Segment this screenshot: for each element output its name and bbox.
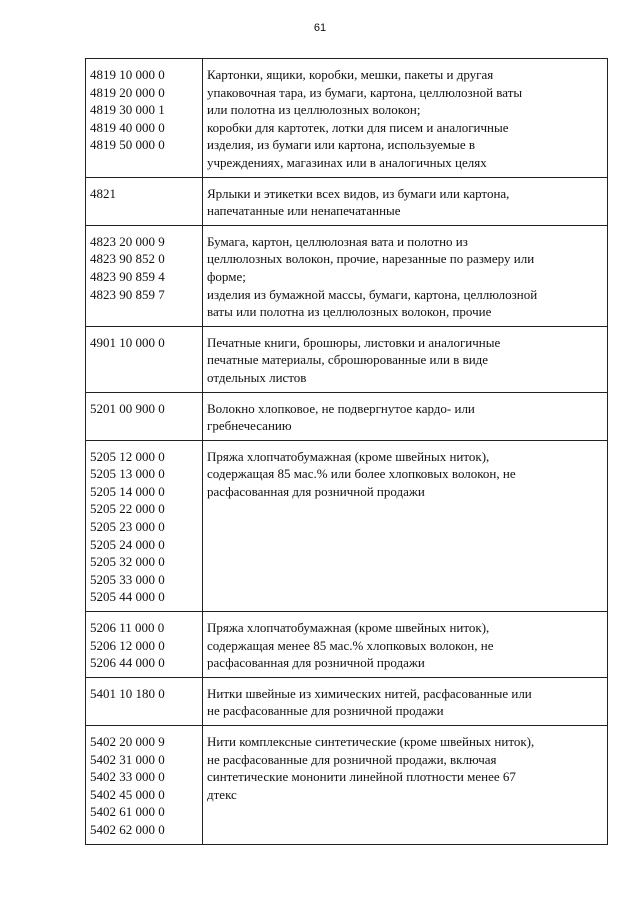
code-cell (86, 677, 203, 725)
goods-description: Пряжа хлопчатобумажная (кроме швейных ниток), содержащая менее 85 мас.% хлопковых волокон, не расфасованная для розничной продажи (207, 620, 494, 671)
table-row (86, 326, 608, 392)
tariff-code: 5205 24 000 0 (90, 536, 165, 552)
goods-description: Нити комплексные синтетические (кроме швейных ниток), не расфасованные для розничной продажи, включая синтетические мононити линейной плотности менее 67 дтекс (207, 734, 535, 802)
tariff-code: 5205 23 000 0 (90, 519, 165, 535)
tariff-code: 5205 13 000 0 (90, 466, 165, 482)
goods-description: Печатные книги, брошюры, листовки и аналогичные печатные материалы, сброшюрованные или в виде отдельных листов (207, 334, 501, 385)
table-body (86, 59, 608, 845)
tariff-code: 4823 90 852 0 (90, 251, 165, 267)
tariff-code: 5401 10 180 0 (90, 685, 165, 701)
tariff-code: 5205 22 000 0 (90, 501, 165, 517)
tariff-code: 5201 00 900 0 (90, 400, 165, 416)
table-row (86, 612, 608, 678)
description-cell (203, 612, 608, 678)
description-cell (203, 225, 608, 326)
goods-description: Нитки швейные из химических нитей, расфасованные или не расфасованные для розничной продажи (207, 685, 532, 719)
tariff-code: 4819 30 000 1 (90, 102, 165, 118)
code-cell (86, 225, 203, 326)
tariff-code: 5206 11 000 0 (90, 620, 165, 636)
code-cell (86, 392, 203, 440)
tariff-code: 4901 10 000 0 (90, 334, 165, 350)
code-cell (86, 612, 203, 678)
description-cell (203, 726, 608, 845)
description-cell (203, 326, 608, 392)
code-cell (86, 440, 203, 611)
tariff-code: 5205 32 000 0 (90, 554, 165, 570)
table-row (86, 440, 608, 611)
goods-description: Ярлыки и этикетки всех видов, из бумаги или картона, напечатанные или ненапечатанные (207, 185, 510, 219)
description-cell (203, 440, 608, 611)
goods-description: Пряжа хлопчатобумажная (кроме швейных ниток), содержащая 85 мас.% или более хлопковых волокон, не расфасованная для розничной продажи (207, 448, 516, 499)
description-cell (203, 177, 608, 225)
tariff-code: 5205 33 000 0 (90, 571, 165, 587)
tariff-code: 5205 12 000 0 (90, 448, 165, 464)
tariff-code: 4819 50 000 0 (90, 137, 165, 153)
table-row (86, 726, 608, 845)
description-cell (203, 59, 608, 178)
tariff-code: 5402 62 000 0 (90, 821, 165, 837)
tariff-code: 5205 44 000 0 (90, 589, 165, 605)
tariff-code: 5402 20 000 9 (90, 734, 165, 749)
tariff-codes-table (85, 58, 608, 845)
tariff-code: 5402 61 000 0 (90, 804, 165, 820)
tariff-code: 5205 14 000 0 (90, 483, 165, 499)
tariff-code: 4823 90 859 4 (90, 268, 165, 284)
tariff-code: 5402 33 000 0 (90, 769, 165, 785)
description-cell (203, 392, 608, 440)
table-row (86, 177, 608, 225)
goods-description: Картонки, ящики, коробки, мешки, пакеты и другая упаковочная тара, из бумаги, картона, целлюлозной ваты или полотна из целлюлозных волокон; коробки для картотек, лотки для писем и аналогичные изделия, из бумаги или картона, используемые в учреждениях, магазинах или в аналогичных целях (207, 67, 523, 170)
tariff-code: 5402 45 000 0 (90, 786, 165, 802)
page-number: 61 (313, 22, 327, 34)
tariff-code: 4823 90 859 7 (90, 286, 165, 302)
table-row (86, 392, 608, 440)
tariff-code: 4819 10 000 0 (90, 67, 165, 82)
table-row (86, 225, 608, 326)
code-cell (86, 726, 203, 845)
code-cell (86, 177, 203, 225)
tariff-code: 5206 12 000 0 (90, 637, 165, 653)
tariff-code: 5206 44 000 0 (90, 655, 165, 671)
code-cell (86, 59, 203, 178)
tariff-code: 4819 20 000 0 (90, 84, 165, 100)
code-cell (86, 326, 203, 392)
tariff-code: 4823 20 000 9 (90, 233, 165, 249)
goods-description: Бумага, картон, целлюлозная вата и полотно из целлюлозных волокон, прочие, нарезанные по размеру или форме; изделия из бумажной массы, бумаги, картона, целлюлозной ваты или полотна из целлюлозных волокон, прочие (207, 233, 538, 320)
tariff-code: 4821 (90, 185, 116, 201)
table-row (86, 677, 608, 725)
table-row (86, 59, 608, 178)
tariff-code: 5402 31 000 0 (90, 751, 165, 767)
tariff-code: 4819 40 000 0 (90, 119, 165, 135)
goods-description: Волокно хлопковое, не подвергнутое кардо- или гребнечесанию (207, 400, 475, 434)
description-cell (203, 677, 608, 725)
